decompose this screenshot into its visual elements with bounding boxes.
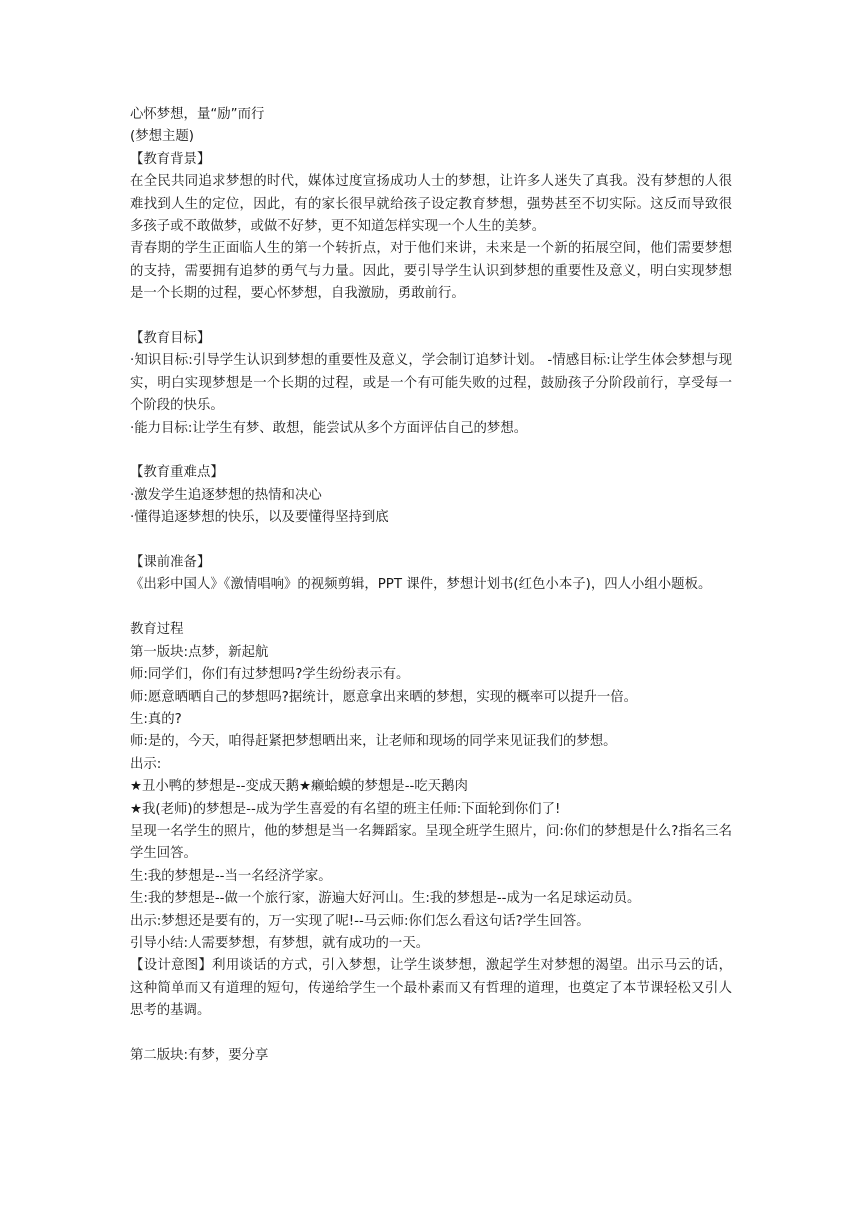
document-page bbox=[130, 104, 732, 1067]
process-line: 师:愿意晒晒自己的梦想吗?据统计，愿意拿出来晒的梦想，实现的概率可以提升一倍。 bbox=[130, 689, 638, 705]
section-1-heading: 第一版块:点梦，新起航 bbox=[130, 644, 269, 660]
process-line: 生:我的梦想是--当一名经济学家。 bbox=[130, 868, 332, 884]
blank-line bbox=[130, 1023, 732, 1045]
design-intent-paragraph: 【设计意图】利用谈话的方式，引入梦想，让学生谈梦想，激起学生对梦想的渴望。出示马云的话，这种简单而又有道理的短句，传递给学生一个最朴素而又有哲理的道理，也奠定了本节课轻松又引人思考的基调。 bbox=[130, 958, 732, 1019]
process-heading: 教育过程 bbox=[130, 622, 184, 638]
process-line: 生:真的? bbox=[130, 711, 182, 727]
document-title: 心怀梦想，量“励”而行 bbox=[130, 107, 265, 122]
blank-line bbox=[130, 440, 732, 462]
process-line: 师:同学们，你们有过梦想吗?学生纷纷表示有。 bbox=[130, 667, 410, 683]
background-paragraph-1: 在全民共同追求梦想的时代，媒体过度宣扬成功人士的梦想，让许多人迷失了真我。没有梦想的人很难找到人生的定位，因此，有的家长很早就给孩子设定教育梦想，强势甚至不切实际。这反而导致很多孩子或不敢做梦，或做不好梦，更不知道怎样实现一个人生的美梦。 bbox=[130, 174, 732, 235]
goals-item-1: ·知识目标:引导学生认识到梦想的重要性及意义，学会制订追梦计划。 -情感目标:让学生体会梦想与现实，明白实现梦想是一个长期的过程，或是一个有可能失败的过程，鼓励孩子分阶段前行，享受每一个阶段的快乐。 bbox=[130, 353, 732, 414]
preparation-heading: 【课前准备】 bbox=[130, 555, 211, 571]
blank-line bbox=[130, 597, 732, 619]
background-heading: 【教育背景】 bbox=[130, 151, 211, 167]
background-paragraph-2: 青春期的学生正面临人生的第一个转折点，对于他们来讲，未来是一个新的拓展空间，他们需要梦想的支持，需要拥有追梦的勇气与力量。因此，要引导学生认识到梦想的重要性及意义，明白实现梦想是一个长期的过程，要心怀梦想，自我激励，勇敢前行。 bbox=[130, 241, 732, 302]
process-line: ★我(老师)的梦想是--成为学生喜爱的有名望的班主任师:下面轮到你们了! bbox=[130, 801, 561, 817]
process-line: 师:是的，今天，咱得赶紧把梦想晒出来，让老师和现场的同学来见证我们的梦想。 bbox=[130, 734, 617, 750]
process-line: 出示:梦想还是要有的，万一实现了呢!--马云师:你们怎么看这句话?学生回答。 bbox=[130, 913, 590, 929]
process-line: ★丑小鸭的梦想是--变成天鹅★癞蛤蟆的梦想是--吃天鹅肉 bbox=[130, 779, 468, 795]
goals-item-2: ·能力目标:让学生有梦、敢想，能尝试从多个方面评估自己的梦想。 bbox=[130, 420, 528, 436]
document-subtitle: (梦想主题) bbox=[130, 129, 195, 145]
process-line: 呈现一名学生的照片，他的梦想是当一名舞蹈家。呈现全班学生照片，问:你们的梦想是什么?指名三名学生回答。 bbox=[130, 823, 732, 862]
keypoints-heading: 【教育重难点】 bbox=[130, 465, 224, 481]
keypoints-item-2: ·懂得追逐梦想的快乐，以及要懂得坚持到底 bbox=[130, 510, 389, 526]
blank-line bbox=[130, 306, 732, 328]
goals-heading: 【教育目标】 bbox=[130, 331, 211, 347]
process-line: 生:我的梦想是--做一个旅行家，游遍大好河山。生:我的梦想是--成为一名足球运动员。 bbox=[130, 891, 641, 907]
blank-line bbox=[130, 530, 732, 552]
keypoints-item-1: ·激发学生追逐梦想的热情和决心 bbox=[130, 487, 322, 503]
process-line: 出示: bbox=[130, 756, 162, 772]
section-2-heading: 第二版块:有梦，要分享 bbox=[130, 1047, 269, 1063]
preparation-paragraph: 《出彩中国人》《激情唱响》的视频剪辑，PPT 课件，梦想计划书(红色小本子)，四人小组小题板。 bbox=[130, 577, 712, 593]
process-line: 引导小结:人需要梦想，有梦想，就有成功的一天。 bbox=[130, 935, 430, 951]
